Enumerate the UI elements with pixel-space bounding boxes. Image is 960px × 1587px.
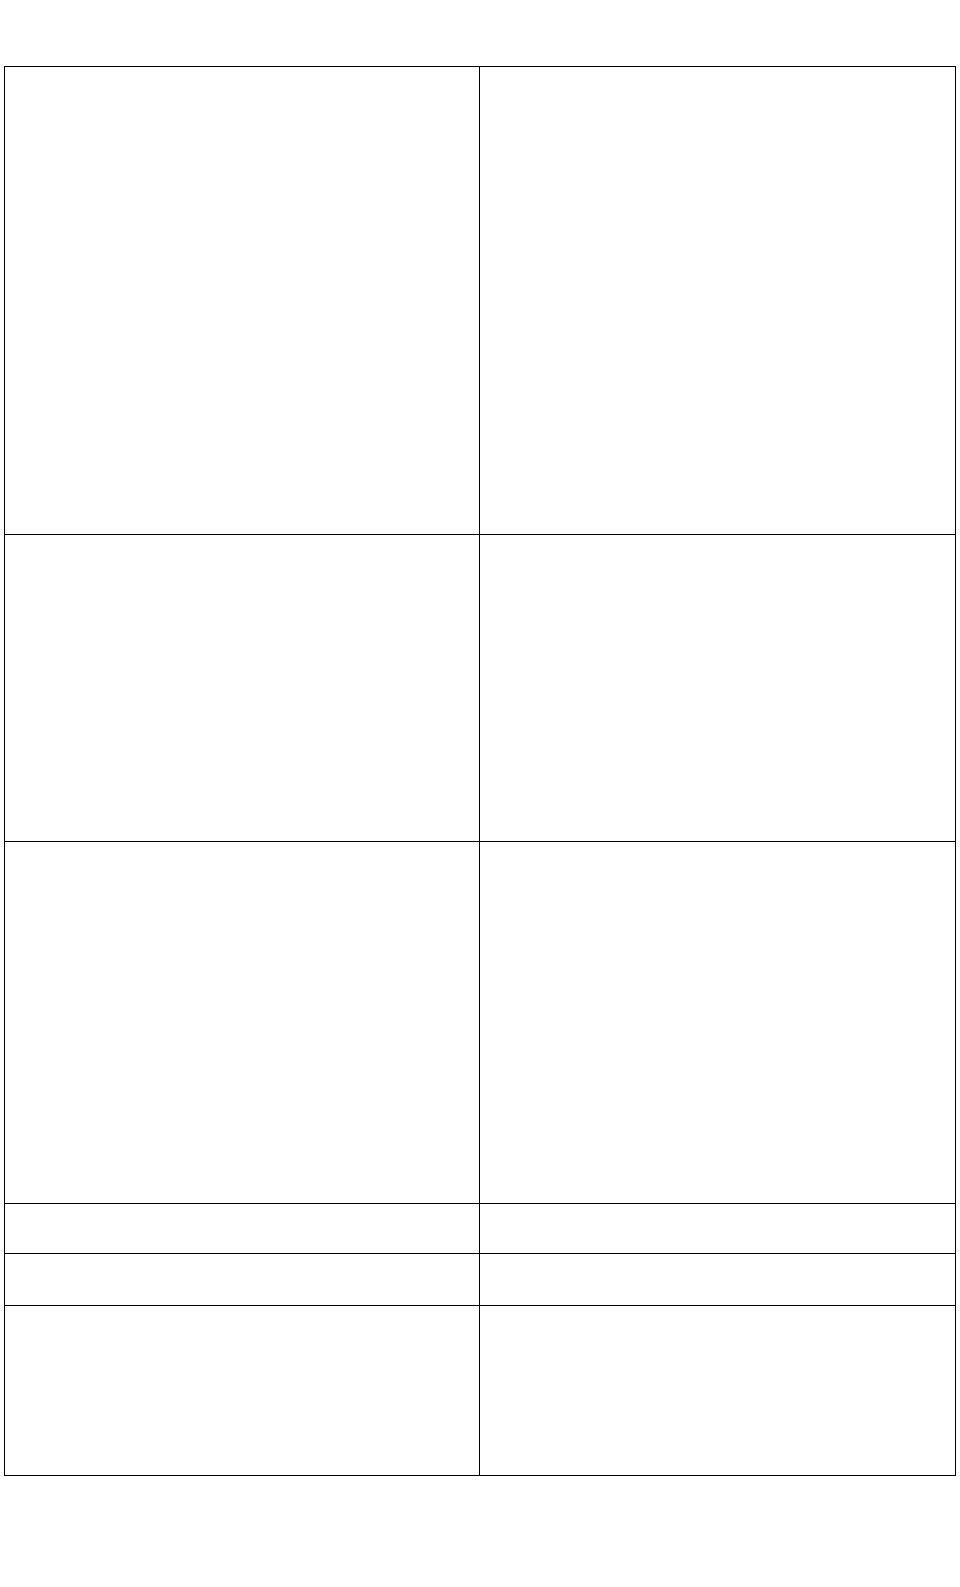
empty-cell: [5, 1204, 480, 1254]
row-content: [479, 842, 955, 1204]
row-label: [5, 842, 480, 1204]
section-heading-cell: [5, 1254, 480, 1306]
table-row: [5, 67, 956, 535]
row-label: [5, 67, 480, 535]
empty-cell: [479, 1204, 955, 1254]
empty-cell: [479, 1254, 955, 1306]
row-content: [479, 535, 955, 842]
row-content: [479, 1306, 955, 1476]
table-row: [5, 1254, 956, 1306]
row-content: [479, 67, 955, 535]
row-label: [5, 535, 480, 842]
row-label: [5, 1306, 480, 1476]
motion-table: [4, 66, 956, 1476]
table-row: [5, 842, 956, 1204]
table-row-empty: [5, 1204, 956, 1254]
table-row: [5, 1306, 956, 1476]
nya-moderaterna-logo: [818, 1488, 938, 1587]
table-row: [5, 535, 956, 842]
